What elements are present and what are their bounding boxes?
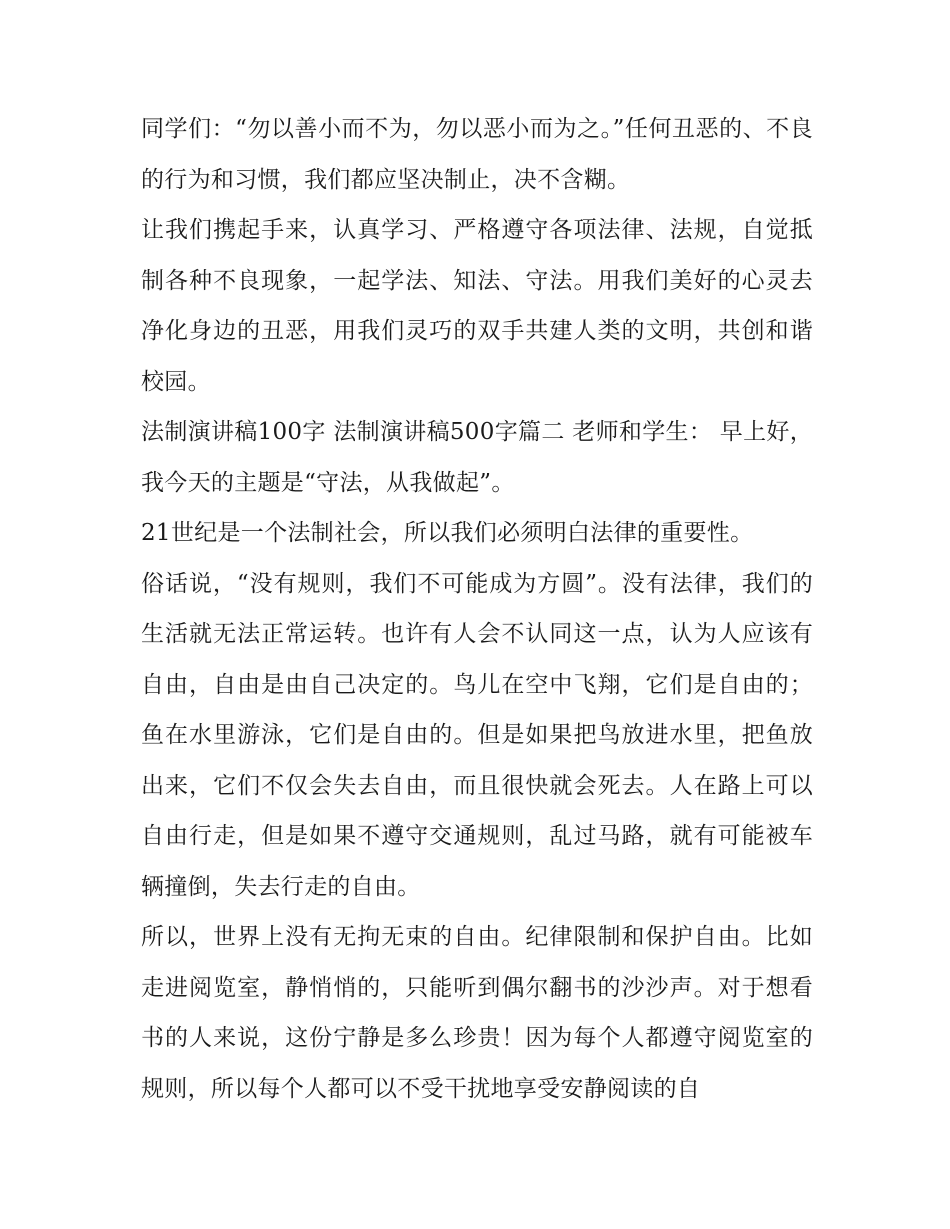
paragraph-4: 21世纪是一个法制社会，所以我们必须明白法律的重要性。 bbox=[141, 520, 754, 546]
paragraph-3: 法制演讲稿100字 法制演讲稿500字篇二 老师和学生： 早上好，我今天的主题是“守法，从我做起”。 bbox=[141, 419, 813, 496]
paragraph-2: 让我们携起手来，认真学习、严格遵守各项法律、法规，自觉抵制各种不良现象，一起学法、知法、守法。用我们美好的心灵去净化身边的丑恶，用我们灵巧的双手共建人类的文明，共创和谐校园。 bbox=[141, 217, 813, 395]
paragraph-6: 所以，世界上没有无拘无束的自由。纪律限制和保护自由。比如走进阅览室，静悄悄的，只能听到偶尔翻书的沙沙声。对于想看书的人来说，这份宁静是多么珍贵！因为每个人都遵守阅览室的规则，所以每个人都可以不受干扰地享受安静阅读的自 bbox=[141, 924, 813, 1102]
paragraph-5: 俗话说，“没有规则，我们不可能成为方圆”。没有法律，我们的生活就无法正常运转。也许有人会不认同这一点，认为人应该有自由，自由是由自己决定的。鸟儿在空中飞翔，它们是自由的；鱼在水里游泳，它们是自由的。但是如果把鸟放进水里，把鱼放出来，它们不仅会失去自由，而且很快就会死去。人在路上可以自由行走，但是如果不遵守交通规则，乱过马路，就有可能被车辆撞倒，失去行走的自由。 bbox=[141, 570, 813, 900]
document-body bbox=[141, 104, 813, 1114]
paragraph-1: 同学们：“勿以善小而不为，勿以恶小而为之。”任何丑恶的、不良的行为和习惯，我们都应坚决制止，决不含糊。 bbox=[141, 116, 813, 193]
